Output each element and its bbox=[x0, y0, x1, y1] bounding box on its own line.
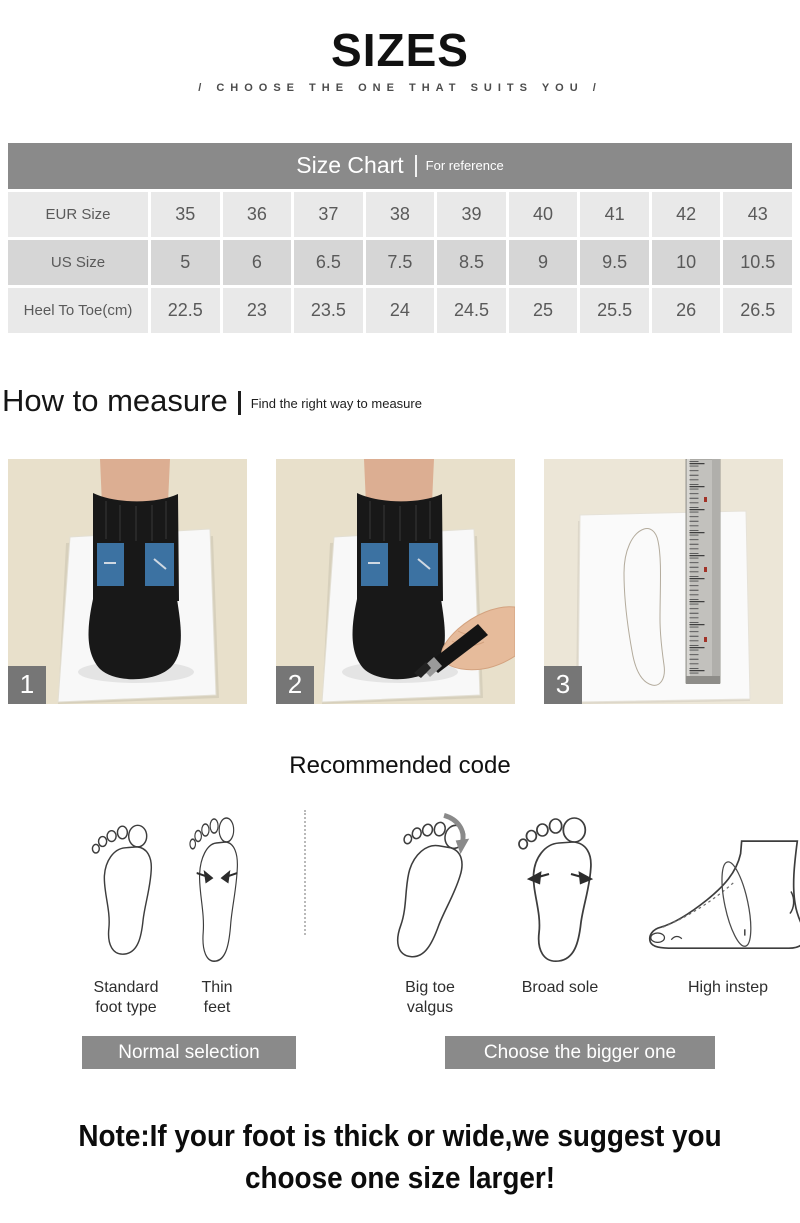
page-subtitle: / CHOOSE THE ONE THAT SUITS YOU / bbox=[198, 81, 602, 94]
thin-feet-icon bbox=[188, 816, 246, 966]
normal-selection-label: Normal selection bbox=[82, 1036, 296, 1069]
note-line-2: choose one size larger! bbox=[244, 1160, 556, 1196]
size-chart-header bbox=[8, 143, 792, 189]
us-size-cell: 9.5 bbox=[580, 240, 649, 285]
us-size-cell: 5 bbox=[151, 240, 220, 285]
eur-size-cell: 35 bbox=[151, 192, 220, 237]
big-toe-valgus-icon bbox=[384, 810, 476, 966]
how-to-measure-header bbox=[2, 383, 792, 419]
broad-sole-icon bbox=[516, 816, 604, 966]
size-chart-title: Size Chart bbox=[296, 152, 404, 179]
normal-selection-group bbox=[90, 806, 246, 1022]
eur-size-cell: 43 bbox=[723, 192, 792, 237]
heel-toe-cell: 26.5 bbox=[723, 288, 792, 333]
eur-size-cell: 39 bbox=[437, 192, 506, 237]
figure-label: High instep bbox=[687, 978, 769, 996]
row-label-heel-to-toe: Heel To Toe(cm) bbox=[8, 288, 148, 333]
heel-toe-cell: 22.5 bbox=[151, 288, 220, 333]
heel-toe-cell: 24.5 bbox=[437, 288, 506, 333]
figure-standard-foot bbox=[90, 806, 162, 1022]
choose-bigger-label: Choose the bigger one bbox=[445, 1036, 715, 1069]
eur-size-cell: 41 bbox=[580, 192, 649, 237]
row-label-eur-size: EUR Size bbox=[8, 192, 148, 237]
size-chart-reference-note: For reference bbox=[425, 158, 504, 174]
step3-photo bbox=[544, 459, 783, 704]
step2-photo bbox=[276, 459, 515, 704]
heel-toe-cell: 25.5 bbox=[580, 288, 649, 333]
row-label-us-size: US Size bbox=[8, 240, 148, 285]
how-to-measure-subtitle: Find the right way to measure bbox=[250, 396, 422, 412]
size-note bbox=[0, 1115, 800, 1201]
us-size-cell: 10.5 bbox=[723, 240, 792, 285]
figure-high-instep bbox=[644, 806, 800, 1022]
page-header bbox=[0, 25, 800, 94]
page-title: SIZES bbox=[331, 24, 469, 76]
size-guide-page bbox=[0, 25, 800, 1218]
recommended-code-title: Recommended code bbox=[289, 751, 511, 779]
high-instep-icon bbox=[644, 838, 800, 966]
us-size-cell: 9 bbox=[509, 240, 578, 285]
figure-label: Thin feet bbox=[201, 978, 233, 1017]
eur-size-cell: 40 bbox=[509, 192, 578, 237]
figure-big-toe-valgus bbox=[384, 806, 476, 1022]
how-to-measure-title: How to measure bbox=[2, 382, 228, 418]
heel-toe-cell: 26 bbox=[652, 288, 721, 333]
heel-toe-cell: 25 bbox=[509, 288, 578, 333]
eur-size-cell: 36 bbox=[223, 192, 292, 237]
note-line-1: Note:If your foot is thick or wide,we suggest you bbox=[78, 1117, 722, 1153]
measure-steps-photos bbox=[8, 459, 792, 704]
us-size-cell: 6 bbox=[223, 240, 292, 285]
step1-photo bbox=[8, 459, 247, 704]
us-size-cell: 6.5 bbox=[294, 240, 363, 285]
eur-size-cell: 37 bbox=[294, 192, 363, 237]
divider-bar bbox=[415, 155, 417, 177]
standard-foot-icon bbox=[90, 816, 162, 966]
heel-toe-cell: 24 bbox=[366, 288, 435, 333]
us-size-cell: 10 bbox=[652, 240, 721, 285]
foot-type-diagrams bbox=[60, 806, 770, 1022]
figure-thin-feet bbox=[188, 806, 246, 1022]
bigger-size-group bbox=[384, 806, 800, 1022]
eur-size-cell: 38 bbox=[366, 192, 435, 237]
dotted-divider bbox=[304, 810, 306, 935]
step-number-badge: 2 bbox=[276, 666, 314, 704]
figure-broad-sole bbox=[516, 806, 604, 1022]
divider-bar bbox=[238, 391, 241, 415]
step-number-badge: 3 bbox=[544, 666, 582, 704]
size-chart-grid bbox=[8, 192, 792, 333]
us-size-cell: 7.5 bbox=[366, 240, 435, 285]
heel-toe-cell: 23.5 bbox=[294, 288, 363, 333]
recommendation-buttons bbox=[0, 1036, 800, 1069]
figure-label: Broad sole bbox=[521, 978, 599, 996]
figure-label: Big toe valgus bbox=[405, 978, 455, 1017]
heel-toe-cell: 23 bbox=[223, 288, 292, 333]
eur-size-cell: 42 bbox=[652, 192, 721, 237]
us-size-cell: 8.5 bbox=[437, 240, 506, 285]
step-number-badge: 1 bbox=[8, 666, 46, 704]
size-chart-table bbox=[8, 143, 792, 333]
figure-label: Standard foot type bbox=[93, 978, 159, 1017]
